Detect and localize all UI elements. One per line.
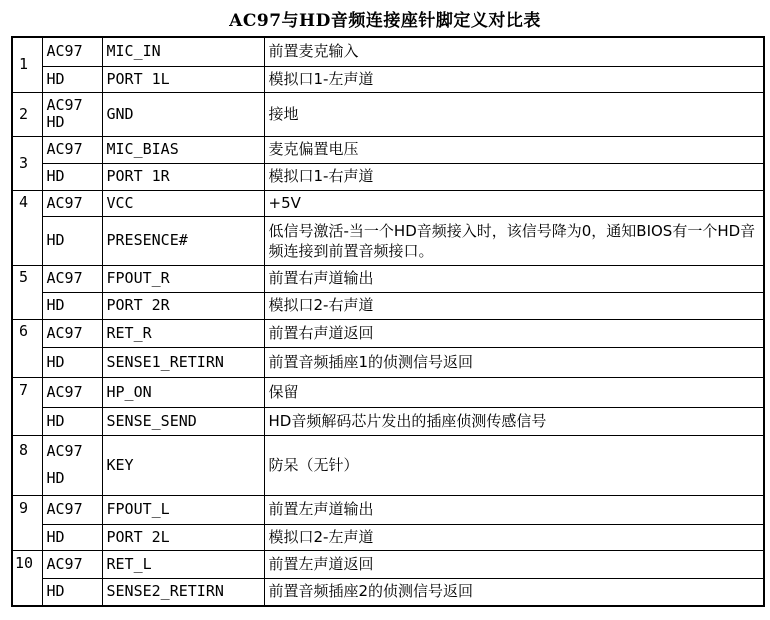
table-row <box>12 92 764 136</box>
pin-number: 3 <box>12 136 42 190</box>
table-row <box>12 578 764 606</box>
pin-description: 前置右声道输出 <box>264 265 764 292</box>
pin-description: 模拟口1-左声道 <box>264 66 764 92</box>
pin-name: MIC_IN <box>102 37 264 66</box>
standard-label: HD <box>42 292 102 319</box>
table-row <box>12 190 764 216</box>
pin-name: MIC_BIAS <box>102 136 264 163</box>
table-row <box>12 550 764 578</box>
standard-label: AC97 <box>42 550 102 578</box>
standard-label: AC97 <box>42 265 102 292</box>
pin-description: 防呆（无针） <box>264 435 764 495</box>
pin-name: SENSE2_RETIRN <box>102 578 264 606</box>
pin-name: VCC <box>102 190 264 216</box>
pin-name: FPOUT_L <box>102 495 264 524</box>
pin-description: 前置音频插座2的侦测信号返回 <box>264 578 764 606</box>
standard-label-hd: HD <box>46 113 65 131</box>
table-row <box>12 435 764 495</box>
pin-name: PORT 1L <box>102 66 264 92</box>
table-row <box>12 524 764 550</box>
pin-description: 接地 <box>264 92 764 136</box>
pin-description: 前置麦克输入 <box>264 37 764 66</box>
standard-label: HD <box>42 578 102 606</box>
pin-description: 低信号激活-当一个HD音频接入时，该信号降为0，通知BIOS有一个HD音频连接到前置音频接口。 <box>264 216 764 265</box>
pin-number: 10 <box>12 550 42 606</box>
table-row <box>12 37 764 66</box>
pin-description: 模拟口2-左声道 <box>264 524 764 550</box>
standard-label <box>42 435 102 495</box>
standard-label: AC97 <box>42 190 102 216</box>
pin-name: FPOUT_R <box>102 265 264 292</box>
standard-label: AC97 <box>42 37 102 66</box>
pin-description: 模拟口2-右声道 <box>264 292 764 319</box>
pin-description: HD音频解码芯片发出的插座侦测传感信号 <box>264 407 764 435</box>
pin-name: PORT 2L <box>102 524 264 550</box>
pin-name: KEY <box>102 435 264 495</box>
pin-description: 前置左声道输出 <box>264 495 764 524</box>
table-row <box>12 495 764 524</box>
standard-label-ac97: AC97 <box>46 96 83 114</box>
pin-description: 前置音频插座1的侦测信号返回 <box>264 347 764 377</box>
table-row <box>12 407 764 435</box>
standard-label: AC97 <box>42 495 102 524</box>
table-row <box>12 216 764 265</box>
table-row <box>12 136 764 163</box>
table-row <box>12 377 764 407</box>
pin-definition-table <box>11 36 765 607</box>
pin-description: +5V <box>264 190 764 216</box>
pin-name: GND <box>102 92 264 136</box>
pin-description: 麦克偏置电压 <box>264 136 764 163</box>
pin-name: SENSE1_RETIRN <box>102 347 264 377</box>
standard-label: HD <box>42 216 102 265</box>
table-row <box>12 265 764 292</box>
standard-label: HD <box>42 163 102 190</box>
standard-label: HD <box>42 407 102 435</box>
pin-name: PORT 1R <box>102 163 264 190</box>
pin-number: 7 <box>12 377 42 435</box>
pin-name: RET_L <box>102 550 264 578</box>
pin-number: 2 <box>12 92 42 136</box>
standard-label: AC97 <box>42 319 102 347</box>
standard-label: AC97 <box>42 377 102 407</box>
standard-label: AC97 <box>42 136 102 163</box>
pin-number: 8 <box>12 435 42 495</box>
page-title: AC97与HD音频连接座针脚定义对比表 <box>229 11 541 31</box>
standard-label: HD <box>42 524 102 550</box>
pin-description: 模拟口1-右声道 <box>264 163 764 190</box>
pin-number: 6 <box>12 319 42 377</box>
table-row <box>12 319 764 347</box>
pin-name: PORT 2R <box>102 292 264 319</box>
table-row <box>12 292 764 319</box>
table-row <box>12 347 764 377</box>
standard-label-hd: HD <box>46 469 65 487</box>
pin-description: 保留 <box>264 377 764 407</box>
pin-description: 前置右声道返回 <box>264 319 764 347</box>
pin-name: PRESENCE# <box>102 216 264 265</box>
table-row <box>12 66 764 92</box>
pin-description: 前置左声道返回 <box>264 550 764 578</box>
pin-name: SENSE_SEND <box>102 407 264 435</box>
pin-name: HP_ON <box>102 377 264 407</box>
standard-label <box>42 92 102 136</box>
standard-label: HD <box>42 66 102 92</box>
pin-number: 5 <box>12 265 42 319</box>
pin-number: 4 <box>12 190 42 265</box>
pin-name: RET_R <box>102 319 264 347</box>
standard-label-ac97: AC97 <box>46 442 83 460</box>
pin-number: 1 <box>12 37 42 92</box>
standard-label: HD <box>42 347 102 377</box>
table-row <box>12 163 764 190</box>
pin-number: 9 <box>12 495 42 550</box>
